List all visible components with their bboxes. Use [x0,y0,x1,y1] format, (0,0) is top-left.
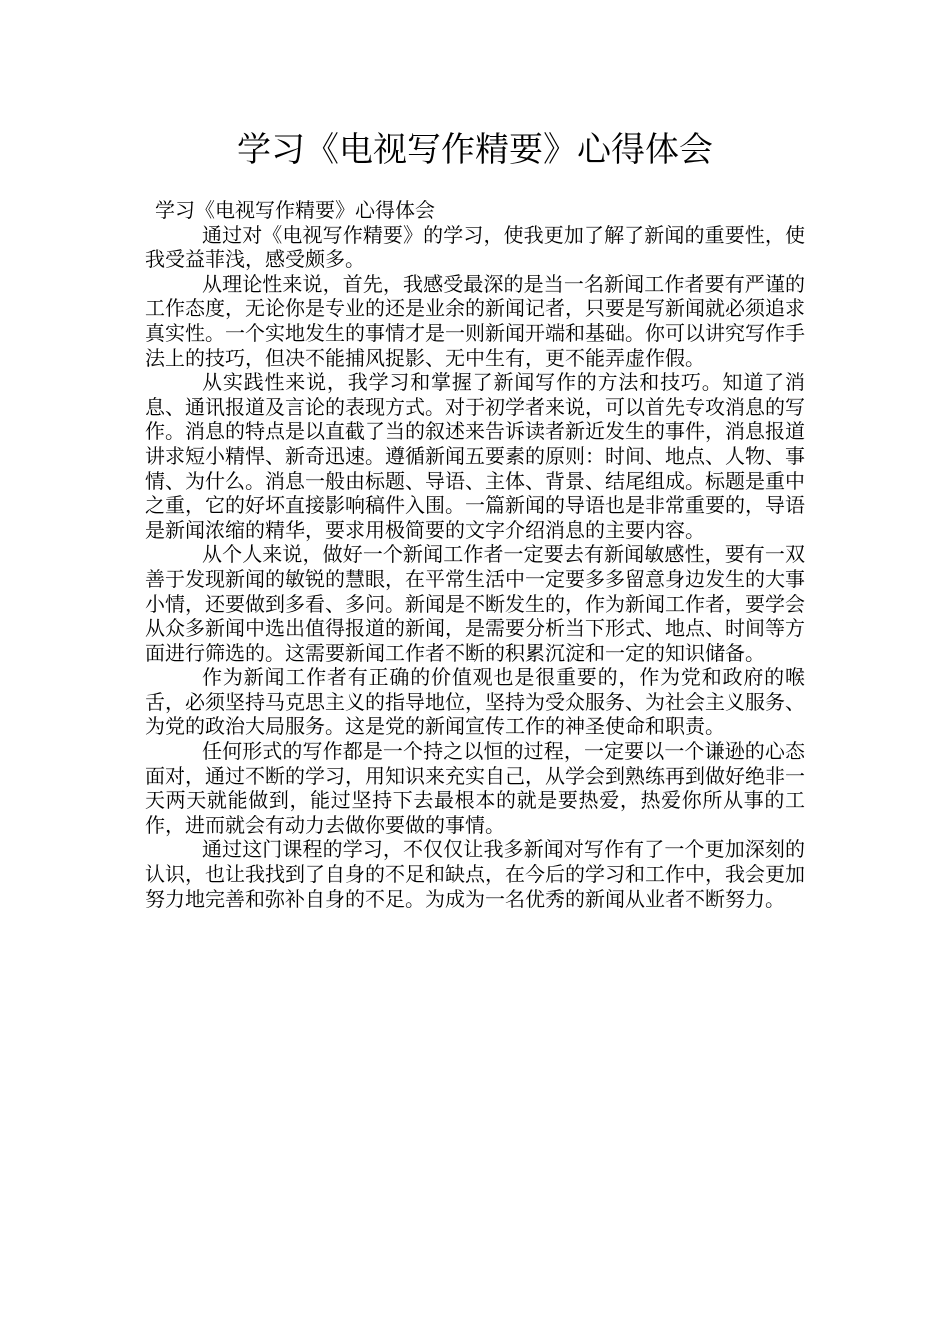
paragraph-6: 任何形式的写作都是一个持之以恒的过程，一定要以一个谦逊的心态面对，通过不断的学习，用知识来充实自己，从学会到熟练再到做好绝非一天两天就能做到，能过坚持下去最根本的就是要热爱，热爱你所从事的工作，进而就会有动力去做你要做的事情。 [145,739,805,837]
paragraph-3: 从实践性来说，我学习和掌握了新闻写作的方法和技巧。知道了消息、通讯报道及言论的表现方式。对于初学者来说，可以首先专攻消息的写作。消息的特点是以直截了当的叙述来告诉读者新近发生的事件，消息报道讲求短小精悍、新奇迅速。遵循新闻五要素的原则：时间、地点、人物、事情、为什么。消息一般由标题、导语、主体、背景、结尾组成。标题是重中之重，它的好坏直接影响稿件入围。一篇新闻的导语也是非常重要的，导语是新闻浓缩的精华，要求用极简要的文字介绍消息的主要内容。 [145,370,805,542]
paragraph-4: 从个人来说，做好一个新闻工作者一定要去有新闻敏感性，要有一双善于发现新闻的敏锐的慧眼，在平常生活中一定要多多留意身边发生的大事小情，还要做到多看、多问。新闻是不断发生的，作为新闻工作者，要学会从众多新闻中选出值得报道的新闻，是需要分析当下形式、地点、时间等方面进行筛选的。这需要新闻工作者不断的积累沉淀和一定的知识储备。 [145,542,805,665]
document-title: 学习《电视写作精要》心得体会 [237,130,713,170]
paragraph-7: 通过这门课程的学习，不仅仅让我多新闻对写作有了一个更加深刻的认识，也让我找到了自身的不足和缺点，在今后的学习和工作中，我会更加努力地完善和弥补自身的不足。为成为一名优秀的新闻从业者不断努力。 [145,837,805,911]
document-body [145,198,805,911]
document-subtitle: 学习《电视写作精要》心得体会 [155,198,435,222]
paragraph-2: 从理论性来说，首先，我感受最深的是当一名新闻工作者要有严谨的工作态度，无论你是专业的还是业余的新闻记者，只要是写新闻就必须追求真实性。一个实地发生的事情才是一则新闻开端和基础。你可以讲究写作手法上的技巧，但决不能捕风捉影、无中生有，更不能弄虚作假。 [145,271,805,370]
paragraph-1: 通过对《电视写作精要》的学习，使我更加了解了新闻的重要性，使我受益菲浅，感受颇多。 [145,222,805,272]
paragraph-5: 作为新闻工作者有正确的价值观也是很重要的，作为党和政府的喉舌，必须坚持马克思主义的指导地位，坚持为受众服务、为社会主义服务、为党的政治大局服务。这是党的新闻宣传工作的神圣使命和职责。 [145,665,805,739]
